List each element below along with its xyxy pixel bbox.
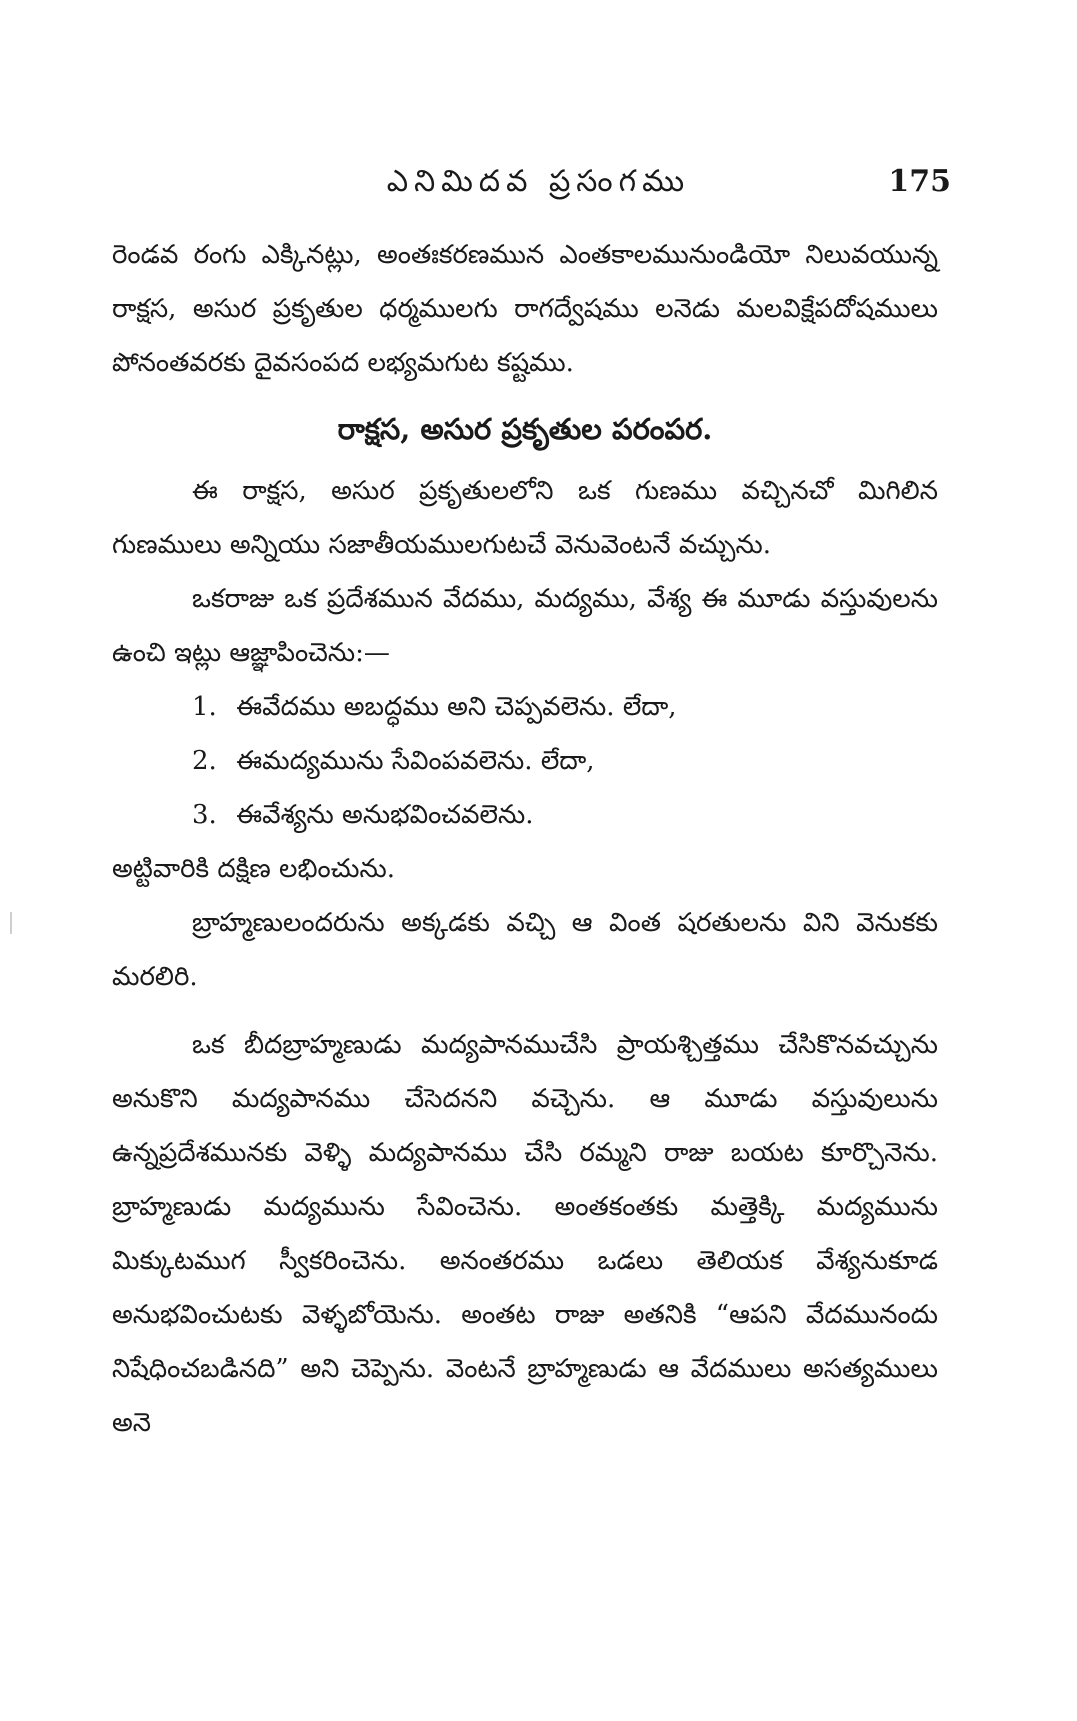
paragraph-brahmins-return: బ్రాహ్మణులందరును అక్కడకు వచ్చి ఆ వింత షరతులను విని వెనుకకు మరలిరి.: [112, 908, 938, 992]
conditions-list: [112, 680, 938, 842]
paragraph-king-order: ఒకరాజు ఒక ప్రదేశమున వేదము, మద్యము, వేశ్య ఈ మూడు వస్తువులను ఉంచి ఇట్లు ఆజ్ఞాపించెను:—: [112, 584, 938, 668]
list-text: ఈవేశ్యను అనుభవించవలెను.: [236, 800, 534, 830]
list-number: 2.: [192, 746, 217, 776]
list-text: ఈవేదము అబద్ధము అని చెప్పవలెను. లేదా,: [236, 692, 677, 722]
list-item: [112, 788, 938, 842]
scan-margin-mark: [10, 912, 12, 934]
body-text: [112, 228, 938, 1450]
page-number: 175: [888, 164, 951, 199]
paragraph-poor-brahmin: ఒక బీదబ్రాహ్మణుడు మద్యపానముచేసి ప్రాయశ్చిత్తము చేసికొనవచ్చును అనుకొని మద్యపానము చేసెదనని వచ్చెను. ఆ మూడు వస్తువులును ఉన్నప్రదేశమునకు వెళ్ళి మద్యపానము చేసి రమ్మని రాజు బయట కూర్చొనెను. బ్రాహ్మణుడు మద్యమును సేవించెను. అంతకంతకు మత్తెక్కి మద్యమును మిక్కుటముగ స్వీకరించెను. అనంతరము ఒడలు తెలియక వేశ్యనుకూడ అనుభవించుటకు వెళ్ళబోయెను. అంతట రాజు అతనికి “ఆపని వేదమునందు నిషేధించబడినది” అని చెప్పెను. వెంటనే బ్రాహ్మణుడు ఆ వేదములు అసత్యములు అనె: [112, 1030, 938, 1438]
section-heading: రాక్షస, అసుర ప్రకృతుల పరంపర.: [337, 412, 713, 446]
list-item: [112, 680, 938, 734]
list-number: 1.: [192, 692, 217, 722]
paragraph-continuation: రెండవ రంగు ఎక్కినట్లు, అంతఃకరణమున ఎంతకాలమునుండియో నిలువయున్న రాక్షస, అసుర ప్రకృతుల ధర్మములగు రాగద్వేషము లనెడు మలవిక్షేపదోషములు పోనంతవరకు దైవసంపద లభ్యమగుట కష్టము.: [112, 240, 938, 378]
list-number: 3.: [192, 800, 217, 830]
paragraph-spacer: [112, 1004, 938, 1018]
running-header: [0, 160, 1077, 204]
paragraph-reward: అట్టివారికి దక్షిణ లభించును.: [112, 854, 395, 884]
chapter-title: ఎనిమిదవ ప్రసంగము: [386, 164, 691, 199]
paragraph-rakshasa-qualities: ఈ రాక్షస, అసుర ప్రకృతులలోని ఒక గుణము వచ్చినచో మిగిలిన గుణములు అన్నియు సజాతీయములగుటచే వెనువెంటనే వచ్చును.: [112, 476, 938, 560]
list-text: ఈమద్యమును సేవింపవలెను. లేదా,: [236, 746, 595, 776]
list-item: [112, 734, 938, 788]
